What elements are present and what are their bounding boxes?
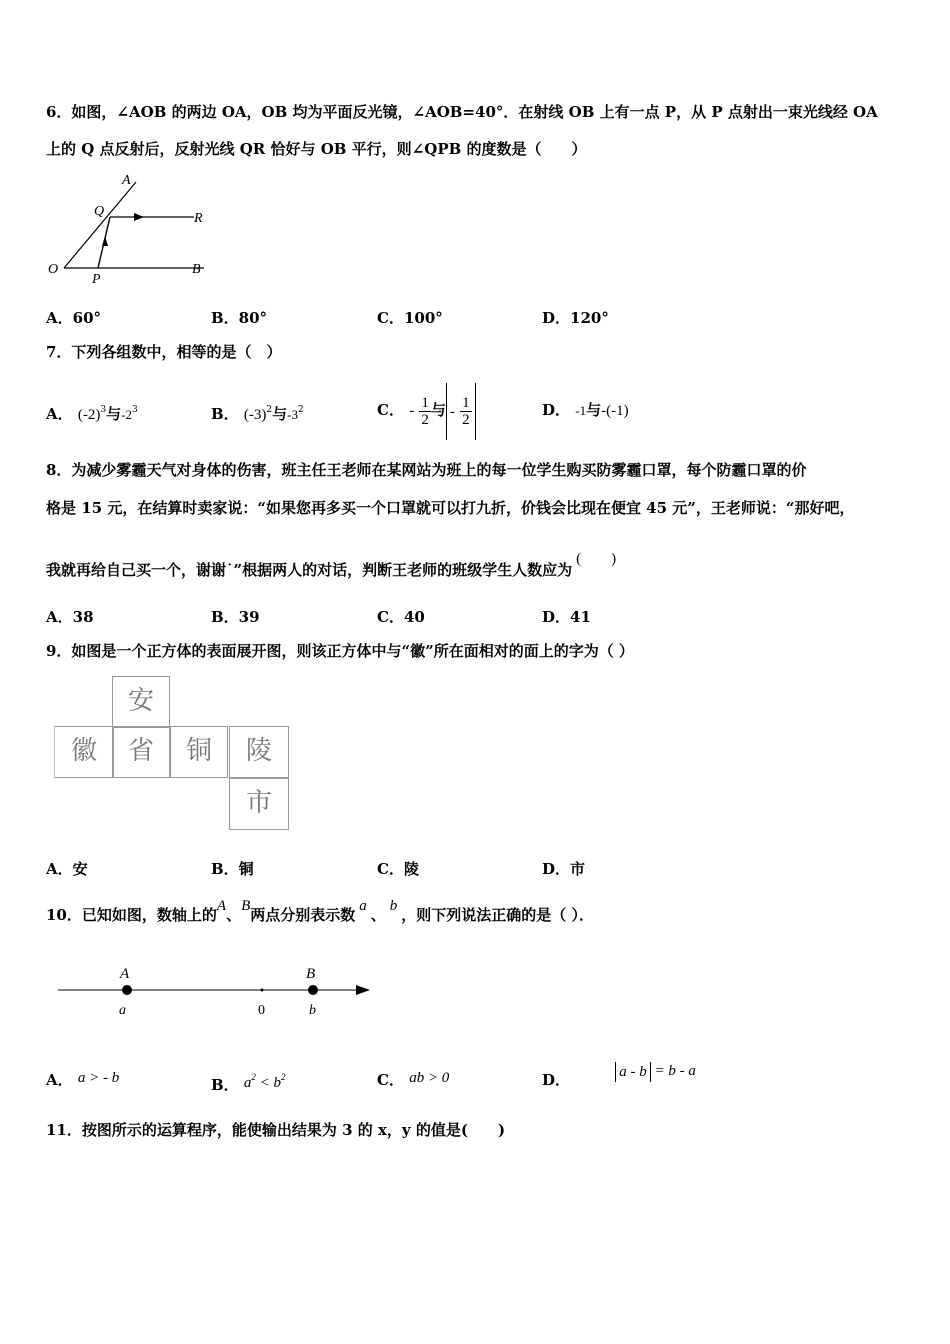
q6-label-p: P: [92, 272, 101, 285]
q10-stem-b-point: B: [241, 898, 251, 914]
q9-cell-an: 安: [112, 676, 170, 728]
q8-option-a: A．38: [46, 608, 94, 626]
q10-d-rest: = b - a: [650, 1063, 696, 1079]
q10-stem-a-point: A: [216, 898, 227, 914]
q7-option-d: [542, 400, 629, 421]
q9-cell-ling: 陵: [229, 726, 289, 778]
q7-b-l1: (-3): [243, 407, 267, 423]
q10-sep: 、: [226, 906, 242, 924]
q10-option-c-expr: ab > 0: [409, 1070, 450, 1086]
q10-option-b-expr: [243, 1072, 286, 1091]
q9-cell-shi: 市: [229, 778, 289, 830]
q7-d-l2: -(-1): [601, 403, 629, 419]
q7-a-l2: -2: [121, 407, 132, 422]
q9-option-c: C．陵: [377, 860, 419, 878]
q10-letter-c: C．: [377, 1071, 404, 1089]
q10-b-op: <: [255, 1075, 274, 1091]
q7-c-fraction: [419, 395, 431, 428]
q8-line3: [46, 551, 617, 581]
q8-option-b: B．39: [211, 608, 260, 626]
q7-letter-c: C．: [377, 401, 404, 419]
q10-axis-value-a: a: [119, 1003, 126, 1018]
q7-option-b: [211, 400, 304, 425]
q6-line1: 6．如图，∠AOB 的两边 OA，OB 均为平面反光镜，∠AOB=40°．在射线 OB 上有一点 P，从 P 点射出一束光线经 OA: [46, 103, 878, 121]
q10-sep2: 、: [370, 906, 386, 924]
q6-label-r: R: [194, 211, 203, 226]
q7-b-e1: 2: [266, 405, 273, 415]
q9-cube-net: [54, 676, 294, 830]
q8-paren: ( ): [576, 551, 617, 567]
q9-stem: 9．如图是一个正方体的表面展开图，则该正方体中与“徽”所在面相对的面上的字为（ ）: [46, 642, 634, 660]
q10-axis-value-b: b: [309, 1003, 316, 1018]
q10-axis-label-a: A: [120, 966, 130, 982]
q7-d-mid: 与: [586, 401, 602, 419]
q9-cell-hui: 徽: [54, 726, 114, 778]
q8-line2: 格是 15 元，在结算时卖家说：“如果您再多买一个口罩就可以打九折，价钱会比现在便宜 45 元”，王老师说：“那好吧，: [46, 499, 855, 517]
q8-line3-text: 我就再给自己买一个，谢谢˙”根据两人的对话，判断王老师的班级学生人数应为: [46, 561, 573, 579]
q10-prefix: 10．已知如图，数轴上的: [46, 906, 217, 924]
q7-letter-a: A．: [46, 405, 73, 423]
q10-mid: 两点分别表示数: [250, 906, 356, 924]
q7-b-l2: -3: [287, 407, 299, 422]
q6-label-q: Q: [94, 204, 105, 219]
q6-label-o: O: [48, 262, 59, 277]
q7-a-mid: 与: [106, 405, 122, 423]
q7-c-abs-fraction: [460, 395, 472, 428]
q6-figure: [44, 170, 214, 285]
q9-cell-tong: 铜: [170, 726, 228, 778]
q11-stem: 11．按图所示的运算程序，能使输出结果为 3 的 x，y 的值是( ): [46, 1121, 506, 1139]
q10-letter-d: D．: [542, 1071, 571, 1089]
q7-b-e2: 2: [298, 405, 304, 415]
q6-label-a: A: [122, 173, 131, 188]
q10-option-a-expr: a > - b: [77, 1070, 120, 1086]
q7-c-abs-num: 1: [462, 395, 470, 411]
q9-option-a: A．安: [46, 860, 88, 878]
q10-stem-a-num: a: [359, 898, 367, 914]
q10-b-base1: a: [243, 1075, 252, 1091]
q6-line2: 上的 Q 点反射后，反射光线 QR 恰好与 OB 平行，则∠QPB 的度数是（ ）: [46, 140, 587, 158]
q7-c-abs: [446, 383, 476, 440]
q6-option-a: A．60°: [46, 309, 102, 327]
q10-b-exp1: 2: [251, 1072, 256, 1082]
q8-option-c: C．40: [377, 608, 425, 626]
q10-option-d: [542, 1063, 696, 1092]
q7-letter-d: D．: [542, 401, 571, 419]
q10-b-base2: b: [273, 1075, 282, 1091]
q8-line1: 8．为减少雾霾天气对身体的伤害，班主任王老师在某网站为班上的每一位学生购买防雾霾口罩，每个防霾口罩的价: [46, 461, 807, 479]
q7-stem: 7．下列各组数中，相等的是（ ）: [46, 343, 282, 361]
q10-axis-label-b: B: [306, 966, 316, 982]
q7-option-a: [46, 400, 138, 425]
q7-a-e1: 3: [100, 405, 107, 415]
q7-d-l1: -1: [575, 403, 587, 418]
q7-c-mid: 与: [430, 401, 446, 419]
q7-c-abs-minus: -: [449, 403, 455, 420]
q7-b-mid: 与: [272, 405, 288, 423]
q10-option-a: [46, 1070, 119, 1091]
q7-c-den: 2: [421, 411, 429, 428]
q10-letter-a: A．: [46, 1071, 73, 1089]
q9-cell-sheng: 省: [112, 726, 170, 778]
q7-c-num: 1: [421, 394, 429, 411]
q10-number-line: [50, 960, 380, 1020]
q10-b-exp2: 2: [281, 1072, 286, 1082]
q10-option-c: [377, 1070, 449, 1091]
q6-label-b: B: [192, 262, 201, 277]
q7-a-e2: 3: [131, 405, 138, 415]
q9-option-d: D．市: [542, 860, 586, 878]
q7-option-c: [377, 382, 476, 440]
q7-c-abs-den: 2: [462, 412, 470, 428]
q10-stem-b-num: b: [389, 898, 398, 914]
q10-axis-value-zero: 0: [258, 1003, 265, 1018]
q6-option-c: C．100°: [377, 309, 443, 327]
q10-stem: [46, 898, 595, 926]
q10-option-d-expr: [615, 1063, 696, 1079]
q7-letter-b: B．: [211, 405, 239, 423]
q10-suffix: ，则下列说法正确的是（ ）．: [401, 906, 595, 924]
q6-option-d: D．120°: [542, 309, 609, 327]
q8-option-d: D．41: [542, 608, 591, 626]
q9-option-b: B．铜: [211, 860, 254, 878]
q6-option-b: B．80°: [211, 309, 268, 327]
q10-d-abs: a - b: [615, 1062, 651, 1082]
q10-letter-b: B．: [211, 1076, 239, 1094]
q7-a-l1: (-2): [77, 407, 101, 423]
q10-option-b: [211, 1070, 286, 1096]
q7-c-minus: -: [409, 403, 415, 419]
